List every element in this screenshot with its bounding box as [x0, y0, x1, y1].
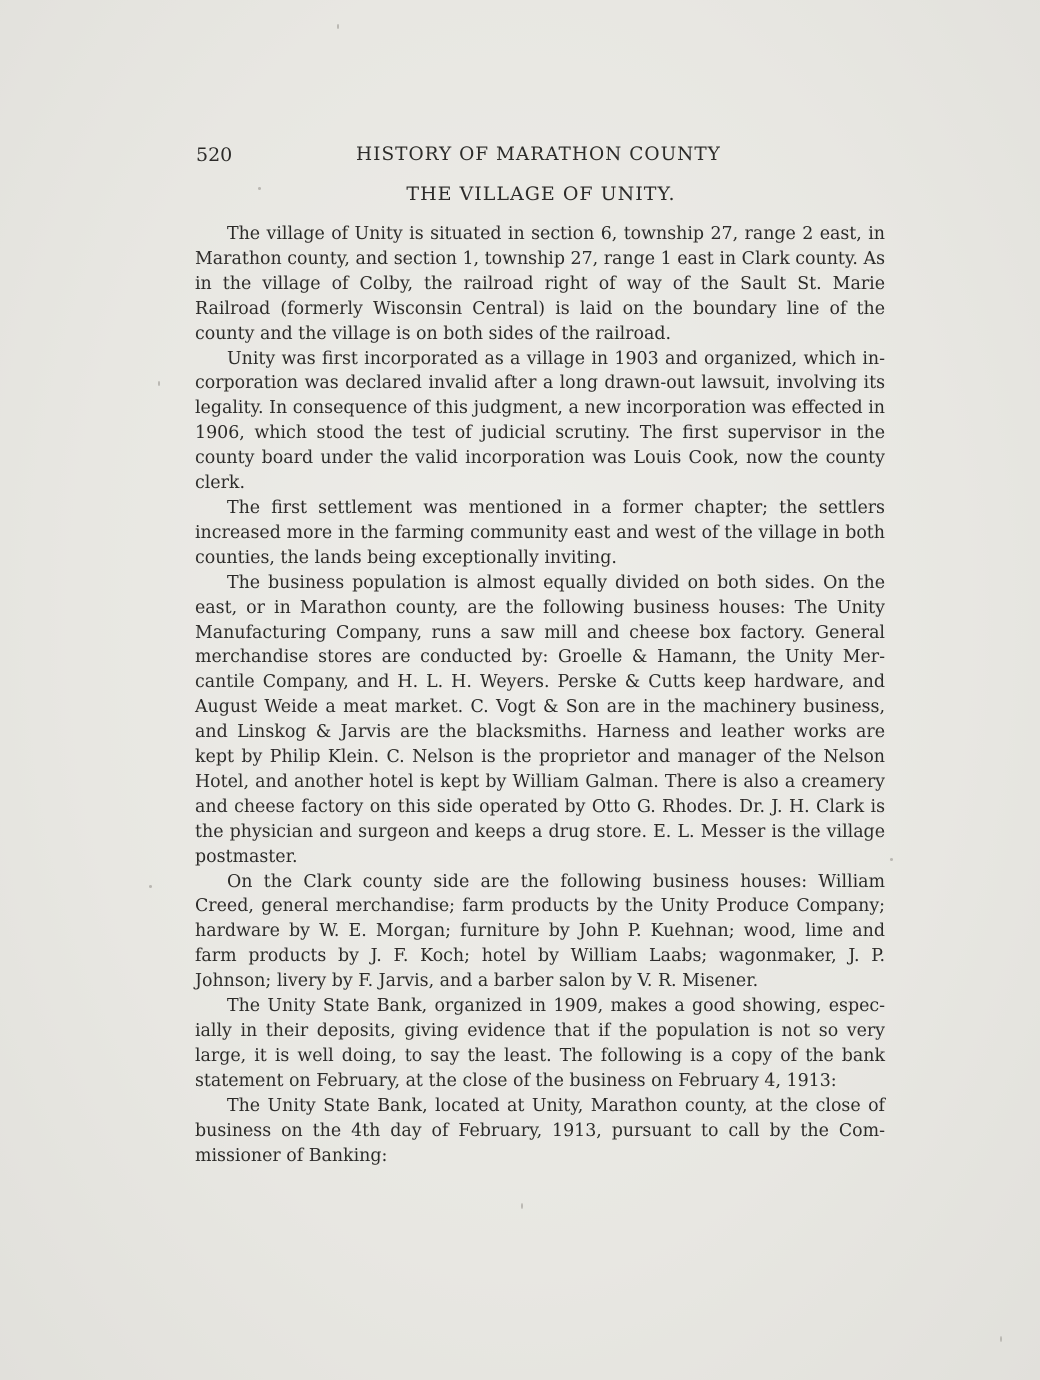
paper-speck — [258, 187, 261, 190]
paragraph: The first settlement was mentioned in a former chapter; the settlers increased more in the farming community east and west of the village in both counties, the lands being exceptionally inviting. — [195, 497, 885, 568]
paragraph: The Unity State Bank, located at Unity, Marathon county, at the close of business on the 4th day of February, 1913, pursuant to call by the Commissioner of Banking: — [195, 1095, 885, 1166]
paragraph: The village of Unity is situated in section 6, township 27, range 2 east, in Marathon county, and section 1, township 27, range 1 east in Clark county. As in the village of Colby, the railroad right of way of the Sault St. Marie Railroad (formerly Wisconsin Central) is laid on the boundary line of the county and the village is on both sides of the railroad. — [195, 224, 885, 344]
paper-speck — [158, 381, 160, 386]
paragraph: The business population is almost equally divided on both sides. On the east, or in Marathon county, are the following business houses: The Unity Manufacturing Company, runs a saw mill and cheese box factory. General merchandise stores are conducted by: Groelle & Hamann, the Unity Mercantile Company, and H. L. H. Weyers. Perske & Cutts keep hardware, and August Weide a meat market. C. Vogt & Son are in the machinery business, and Linskog & Jarvis are the blacksmiths. Harness and leather works are kept by Philip Klein. C. Nelson is the proprietor and manager of the Nelson Hotel, and another hotel is kept by William Galman. There is also a creamery and cheese factory on this side operated by Otto G. Rhodes. Dr. J. H. Clark is the physician and surgeon and keeps a drug store. E. L. Messer is the village postmaster. — [195, 572, 885, 867]
paragraph: On the Clark county side are the following business houses: William Creed, general merchandise; farm products by the Unity Produce Company; hardware by W. E. Morgan; furniture by John P. Kuehnan; wood, lime and farm products by J. F. Koch; hotel by William Laabs; wagonmaker, J. P. Johnson; livery by F. Jarvis, and a barber salon by V. R. Misener. — [195, 871, 885, 992]
paper-speck — [521, 1203, 523, 1209]
paper-speck — [1000, 1336, 1002, 1342]
paper-speck — [149, 885, 152, 888]
paragraph: The Unity State Bank, organized in 1909, makes a good showing, especially in their deposits, giving evidence that if the population is not so very large, it is well doing, to say the least. The following is a copy of the bank statement on February, at the close of the business on February 4, 1913: — [195, 996, 885, 1091]
body-text — [195, 222, 885, 1168]
page-number: 520 — [196, 144, 233, 166]
running-title: HISTORY OF MARATHON COUNTY — [356, 144, 721, 165]
running-header — [196, 144, 886, 172]
paper-speck — [890, 858, 893, 861]
chapter-title: THE VILLAGE OF UNITY. — [406, 183, 676, 205]
paragraph: Unity was first incorporated as a village in 1903 and organized, which incorporation was declared invalid after a long drawn-out lawsuit, involving its legality. In consequence of this judgment, a new incorporation was effected in 1906, which stood the test of judicial scrutiny. The first supervisor in the county board under the valid incorporation was Louis Cook, now the county clerk. — [195, 348, 885, 494]
paper-speck — [337, 24, 339, 29]
